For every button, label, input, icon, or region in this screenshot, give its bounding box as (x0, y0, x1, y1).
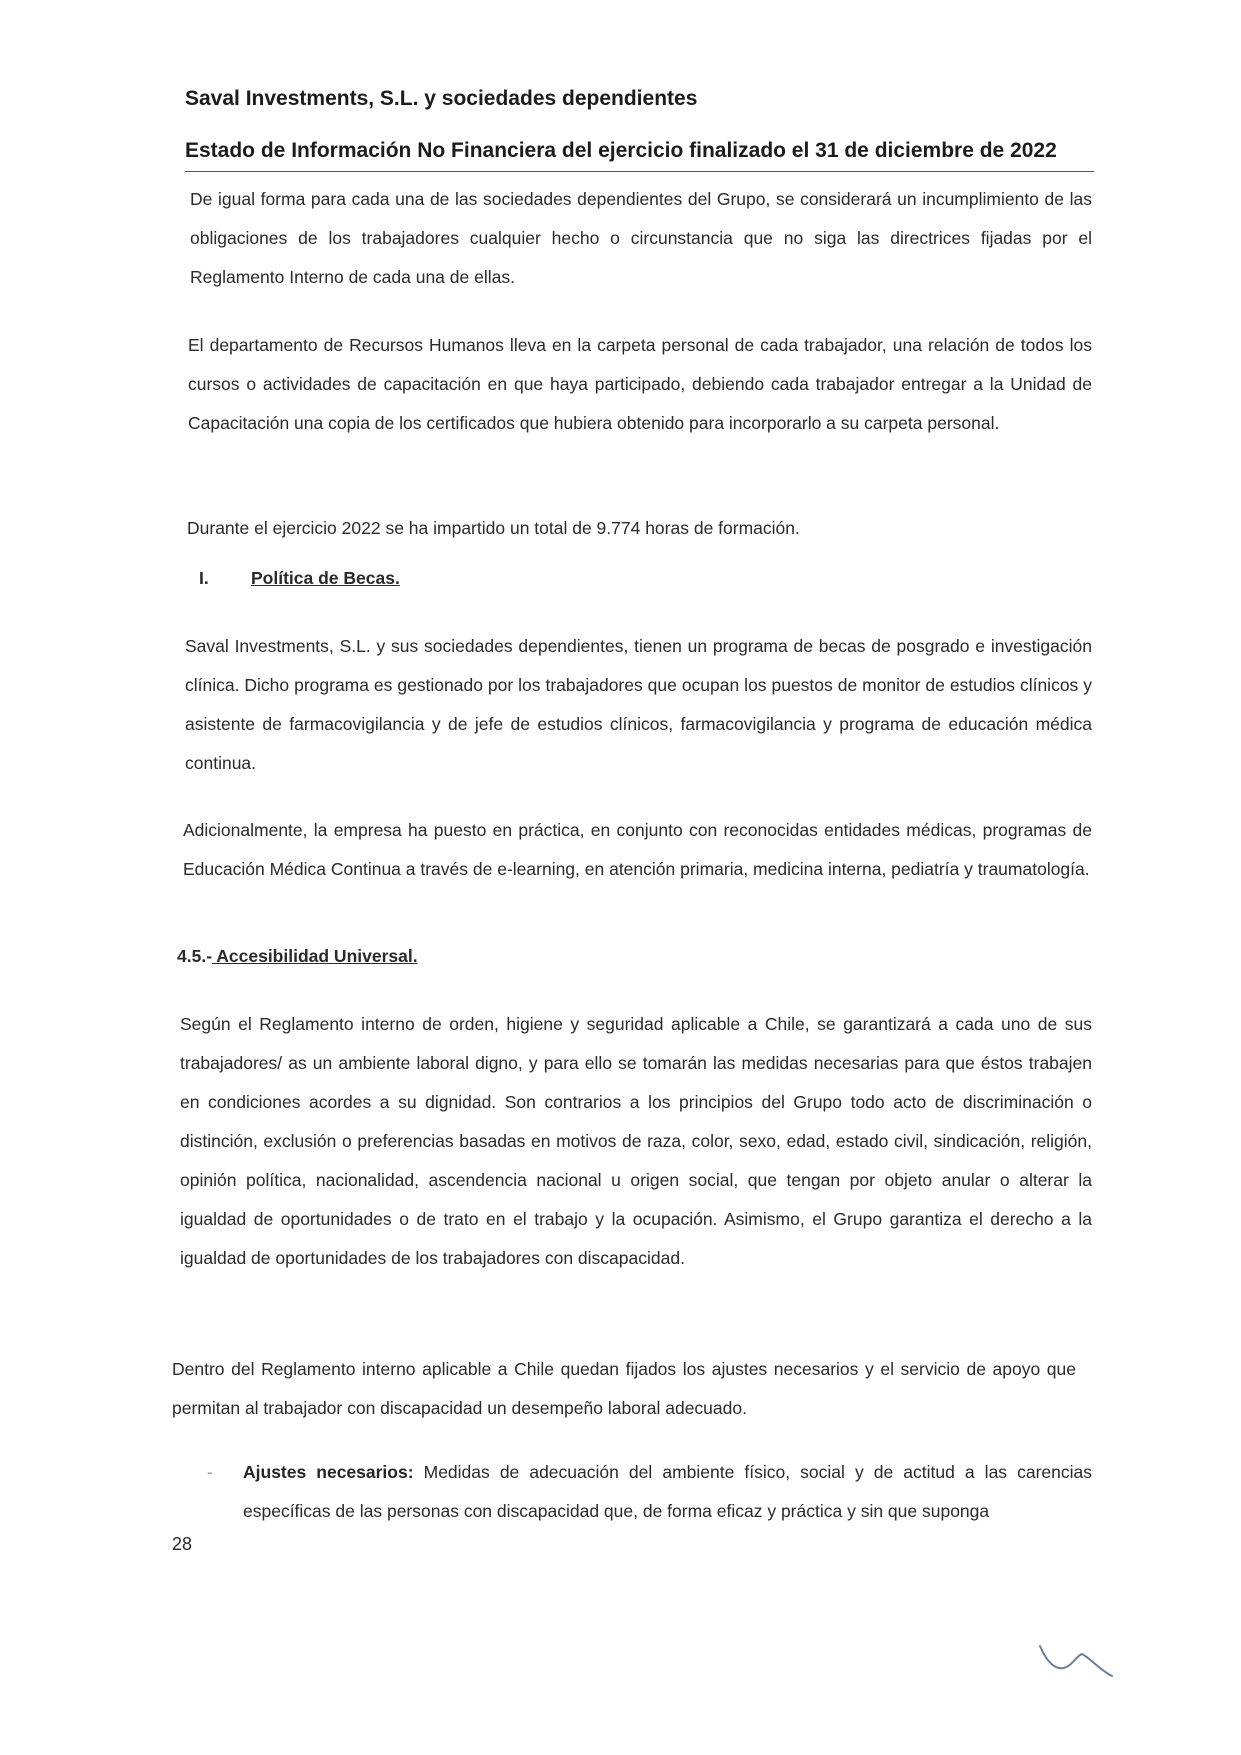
bullet-dash: - (207, 1462, 213, 1482)
section-number: I. (199, 568, 209, 588)
bullet-description: Medidas de adecuación del ambiente físico, social y de actitud a las carencias específicas de las personas con discapacidad que, de forma eficaz y práctica y sin que suponga (243, 1462, 1093, 1521)
header-divider (185, 171, 1094, 172)
paragraph-recursos-humanos: El departamento de Recursos Humanos lleva en la carpeta personal de cada trabajador, una relación de todos los cursos o actividades de capacitación en que haya participado, debiendo cada trabajador entregar a la Unidad de Capacitación una copia de los certificados que hubiera obtenido para incorporarlo a su carpeta personal. (188, 335, 1092, 433)
bullet-term: Ajustes necesarios: (243, 1462, 414, 1482)
section-title: Accesibilidad Universal. (212, 946, 418, 966)
section-heading-accesibilidad (177, 946, 418, 967)
section-title: Política de Becas. (251, 568, 400, 588)
bullet-ajustes-necesarios (243, 1453, 1092, 1531)
paragraph-obligaciones: De igual forma para cada una de las sociedades dependientes del Grupo, se considerará un incumplimiento de las obligaciones de los trabajadores cualquier hecho o circunstancia que no siga las directrices fijadas por el Reglamento Interno de cada una de ellas. (190, 189, 1092, 287)
handwritten-initials-icon (1036, 1640, 1116, 1680)
paragraph-reglamento-chile: Según el Reglamento interno de orden, higiene y seguridad aplicable a Chile, se garantizará a cada uno de sus trabajadores/ as un ambiente laboral digno, y para ello se tomarán las medidas necesarias para que éstos trabajen en condiciones acordes a su dignidad. Son contrarios a los principios del Grupo todo acto de discriminación o distinción, exclusión o preferencias basadas en motivos de raza, color, sexo, edad, estado civil, sindicación, religión, opinión política, nacionalidad, ascendencia nacional u origen social, que tengan por objeto anular o alterar la igualdad de oportunidades o de trato en el trabajo y la ocupación. Asimismo, el Grupo garantiza el derecho a la igualdad de oportunidades de los trabajadores con discapacidad. (180, 1014, 1092, 1268)
paragraph-horas-formacion: Durante el ejercicio 2022 se ha impartido un total de 9.774 horas de formación. (187, 518, 800, 538)
company-header: Saval Investments, S.L. y sociedades dependientes (185, 87, 698, 110)
paragraph-educacion-medica: Adicionalmente, la empresa ha puesto en práctica, en conjunto con reconocidas entidades médicas, programas de Educación Médica Continua a través de e-learning, en atención primaria, medicina interna, pediatría y traumatología. (183, 820, 1092, 879)
paragraph-ajustes-servicio: Dentro del Reglamento interno aplicable a Chile quedan fijados los ajustes necesarios y el servicio de apoyo que permitan al trabajador con discapacidad un desempeño laboral adecuado. (172, 1359, 1076, 1418)
page-number: 28 (172, 1534, 193, 1554)
section-number: 4.5.- (177, 946, 213, 966)
report-title: Estado de Información No Financiera del ejercicio finalizado el 31 de diciembre de 2022 (185, 139, 1057, 162)
paragraph-programa-becas: Saval Investments, S.L. y sus sociedades dependientes, tienen un programa de becas de posgrado e investigación clínica. Dicho programa es gestionado por los trabajadores que ocupan los puestos de monitor de estudios clínicos y asistente de farmacovigilancia y de jefe de estudios clínicos, farmacovigilancia y programa de educación médica continua. (185, 636, 1092, 773)
section-heading-becas (199, 568, 400, 589)
